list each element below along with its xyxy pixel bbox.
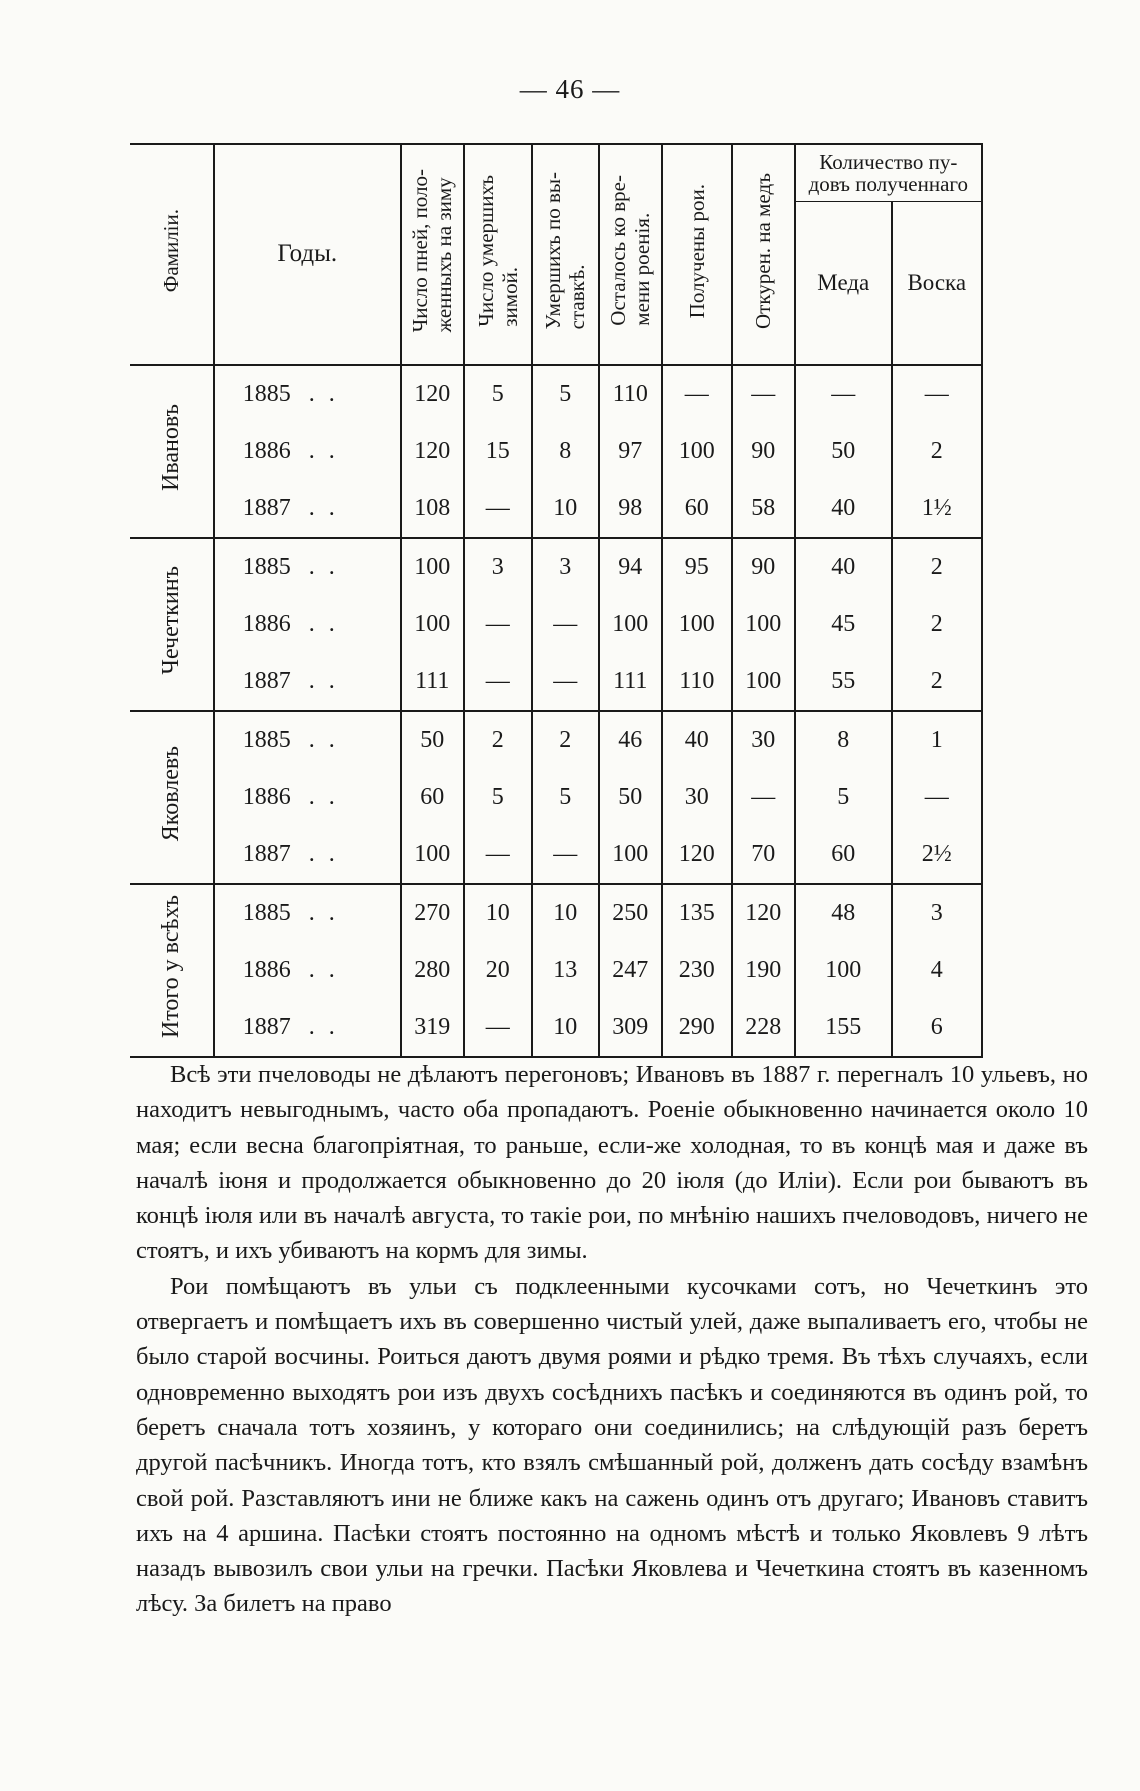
cell-c4: 100: [599, 826, 662, 884]
year-cell: 1886 ..: [214, 769, 401, 826]
cell-c4: 247: [599, 942, 662, 999]
cell-c4: 111: [599, 653, 662, 711]
cell-c3: 10: [532, 999, 599, 1057]
cell-c4: 110: [599, 365, 662, 423]
cell-c2: —: [464, 596, 532, 653]
cell-c4: 50: [599, 769, 662, 826]
cell-c5: 135: [662, 884, 732, 942]
cell-c8: 1½: [892, 480, 982, 538]
cell-c1: 319: [401, 999, 464, 1057]
cell-c3: —: [532, 596, 599, 653]
cell-c1: 120: [401, 423, 464, 480]
cell-c2: 5: [464, 365, 532, 423]
year-cell: 1886 ..: [214, 942, 401, 999]
cell-c7: 48: [795, 884, 892, 942]
cell-c7: 50: [795, 423, 892, 480]
cell-c1: 270: [401, 884, 464, 942]
header-year: Годы.: [214, 144, 401, 365]
cell-c5: 110: [662, 653, 732, 711]
cell-c3: 3: [532, 538, 599, 596]
cell-c5: 100: [662, 596, 732, 653]
cell-c5: 120: [662, 826, 732, 884]
cell-c8: —: [892, 365, 982, 423]
year-cell: 1886 ..: [214, 423, 401, 480]
cell-c2: —: [464, 653, 532, 711]
cell-c6: 190: [732, 942, 795, 999]
cell-c7: —: [795, 365, 892, 423]
cell-c4: 98: [599, 480, 662, 538]
apiary-statistics-table: [130, 143, 983, 1058]
table-row: [130, 480, 982, 538]
cell-c5: 100: [662, 423, 732, 480]
apiary-statistics-table-wrap: [130, 143, 983, 1058]
cell-c2: —: [464, 826, 532, 884]
cell-c3: 13: [532, 942, 599, 999]
header-died-winter: Число умершихъ зимой.: [464, 144, 532, 365]
cell-c1: 120: [401, 365, 464, 423]
cell-c5: —: [662, 365, 732, 423]
cell-c5: 290: [662, 999, 732, 1057]
year-cell: 1885 ..: [214, 884, 401, 942]
header-quantity: Количество пу- довъ полученнаго: [795, 144, 982, 202]
cell-c6: 70: [732, 826, 795, 884]
family-cell: Яковлевъ: [130, 711, 214, 884]
cell-c1: 108: [401, 480, 464, 538]
cell-c7: 8: [795, 711, 892, 769]
cell-c3: 10: [532, 480, 599, 538]
cell-c8: 2: [892, 423, 982, 480]
paragraph-1: Всѣ эти пчеловоды не дѣлаютъ перегоновъ; Ивановъ въ 1887 г. перегналъ 10 ульевъ, но находитъ невыгоднымъ, часто оба пропадаютъ. Роеніе обыкновенно начинается около 10 мая; если весна благопріятная, то раньше, если-же холодная, то въ концѣ мая и даже въ началѣ іюня и продолжается обыкновенно до 20 іюля (до Иліи). Если рои бываютъ въ концѣ іюля или въ началѣ августа, то такіе рои, по мнѣнію нашихъ пчеловодовъ, ничего не стоятъ, и ихъ убиваютъ на кормъ для зимы.: [136, 1061, 1088, 1265]
cell-c8: —: [892, 769, 982, 826]
cell-c6: 100: [732, 653, 795, 711]
cell-c7: 155: [795, 999, 892, 1057]
table-row: [130, 884, 982, 942]
cell-c1: 100: [401, 596, 464, 653]
year-cell: 1886 ..: [214, 596, 401, 653]
cell-c7: 100: [795, 942, 892, 999]
cell-c4: 250: [599, 884, 662, 942]
year-cell: 1885 ..: [214, 365, 401, 423]
cell-c3: 2: [532, 711, 599, 769]
cell-c1: 111: [401, 653, 464, 711]
cell-c8: 1: [892, 711, 982, 769]
cell-c6: —: [732, 769, 795, 826]
cell-c4: 100: [599, 596, 662, 653]
cell-c4: 94: [599, 538, 662, 596]
cell-c8: 2: [892, 538, 982, 596]
cell-c8: 6: [892, 999, 982, 1057]
header-swarms: Получены рои.: [662, 144, 732, 365]
cell-c5: 95: [662, 538, 732, 596]
year-cell: 1887 ..: [214, 999, 401, 1057]
cell-c5: 30: [662, 769, 732, 826]
family-cell: Ивановъ: [130, 365, 214, 538]
header-placed: Число пней, поло- женныхъ на зиму: [401, 144, 464, 365]
cell-c5: 230: [662, 942, 732, 999]
table-body: [130, 365, 982, 1057]
header-died-exposure: Умершихъ по вы- ставкѣ.: [532, 144, 599, 365]
body-text: [136, 1057, 1088, 1622]
cell-c6: 228: [732, 999, 795, 1057]
cell-c8: 4: [892, 942, 982, 999]
table-row: [130, 826, 982, 884]
year-cell: 1885 ..: [214, 538, 401, 596]
table-row: [130, 596, 982, 653]
cell-c7: 40: [795, 538, 892, 596]
family-cell: Итого у всѣхъ: [130, 884, 214, 1057]
cell-c2: 10: [464, 884, 532, 942]
header-remaining: Осталось ко вре- мени роенія.: [599, 144, 662, 365]
cell-c6: 120: [732, 884, 795, 942]
cell-c6: 100: [732, 596, 795, 653]
cell-c8: 2: [892, 653, 982, 711]
cell-c1: 280: [401, 942, 464, 999]
cell-c8: 3: [892, 884, 982, 942]
cell-c2: 3: [464, 538, 532, 596]
table-row: [130, 942, 982, 999]
cell-c2: 20: [464, 942, 532, 999]
family-cell: Чечеткинъ: [130, 538, 214, 711]
cell-c8: 2: [892, 596, 982, 653]
cell-c1: 100: [401, 826, 464, 884]
table-row: [130, 999, 982, 1057]
year-cell: 1887 ..: [214, 826, 401, 884]
cell-c3: 5: [532, 769, 599, 826]
year-cell: 1887 ..: [214, 480, 401, 538]
cell-c3: —: [532, 653, 599, 711]
table-row: [130, 711, 982, 769]
cell-c2: —: [464, 480, 532, 538]
table-row: [130, 769, 982, 826]
cell-c4: 46: [599, 711, 662, 769]
year-cell: 1887 ..: [214, 653, 401, 711]
table-row: [130, 538, 982, 596]
cell-c6: 90: [732, 538, 795, 596]
cell-c7: 55: [795, 653, 892, 711]
header-honey: Меда: [795, 202, 892, 365]
cell-c3: 10: [532, 884, 599, 942]
cell-c2: 5: [464, 769, 532, 826]
header-wax: Воска: [892, 202, 982, 365]
cell-c2: 2: [464, 711, 532, 769]
cell-c3: 8: [532, 423, 599, 480]
cell-c5: 40: [662, 711, 732, 769]
cell-c6: 30: [732, 711, 795, 769]
cell-c1: 50: [401, 711, 464, 769]
header-fumigated: Откурен. на медъ: [732, 144, 795, 365]
cell-c4: 309: [599, 999, 662, 1057]
cell-c3: 5: [532, 365, 599, 423]
table-row: [130, 423, 982, 480]
header-family: Фамиліи.: [130, 144, 214, 365]
table-row: [130, 365, 982, 423]
cell-c7: 60: [795, 826, 892, 884]
cell-c7: 40: [795, 480, 892, 538]
page-number: — 46 —: [519, 74, 621, 104]
cell-c5: 60: [662, 480, 732, 538]
cell-c7: 5: [795, 769, 892, 826]
cell-c8: 2½: [892, 826, 982, 884]
cell-c1: 60: [401, 769, 464, 826]
cell-c6: 58: [732, 480, 795, 538]
year-cell: 1885 ..: [214, 711, 401, 769]
paragraph-2: Рои помѣщаютъ въ ульи съ подклеенными кусочками сотъ, но Чечеткинъ это отвергаетъ и помѣщаетъ ихъ въ совершенно чистый улей, даже выпаливаетъ его, чтобы не было старой восчины. Роиться даютъ двумя роями и рѣдко тремя. Въ тѣхъ случаяхъ, если одновременно выходятъ рои изъ двухъ сосѣднихъ пасѣкъ и соединяются въ одинъ рой, то беретъ сначала тотъ хозяинъ, у котораго они соединились; на слѣдующій разъ беретъ другой пасѣчникъ. Иногда тотъ, кто взялъ смѣшанный рой, долженъ дать сосѣду взамѣнъ свой рой. Разставляютъ ини не ближе какъ на сажень одинъ отъ другаго; Ивановъ ставитъ ихъ на 4 аршина. Пасѣки стоятъ постоянно на одномъ мѣстѣ и только Яковлевъ 9 лѣтъ назадъ вывозилъ свои ульи на гречки. Пасѣки Яковлева и Чечеткина стоятъ въ казенномъ лѣсу. За билетъ на право: [136, 1272, 1088, 1618]
cell-c7: 45: [795, 596, 892, 653]
cell-c6: 90: [732, 423, 795, 480]
cell-c3: —: [532, 826, 599, 884]
cell-c4: 97: [599, 423, 662, 480]
cell-c2: —: [464, 999, 532, 1057]
cell-c1: 100: [401, 538, 464, 596]
table-row: [130, 653, 982, 711]
cell-c2: 15: [464, 423, 532, 480]
cell-c6: —: [732, 365, 795, 423]
